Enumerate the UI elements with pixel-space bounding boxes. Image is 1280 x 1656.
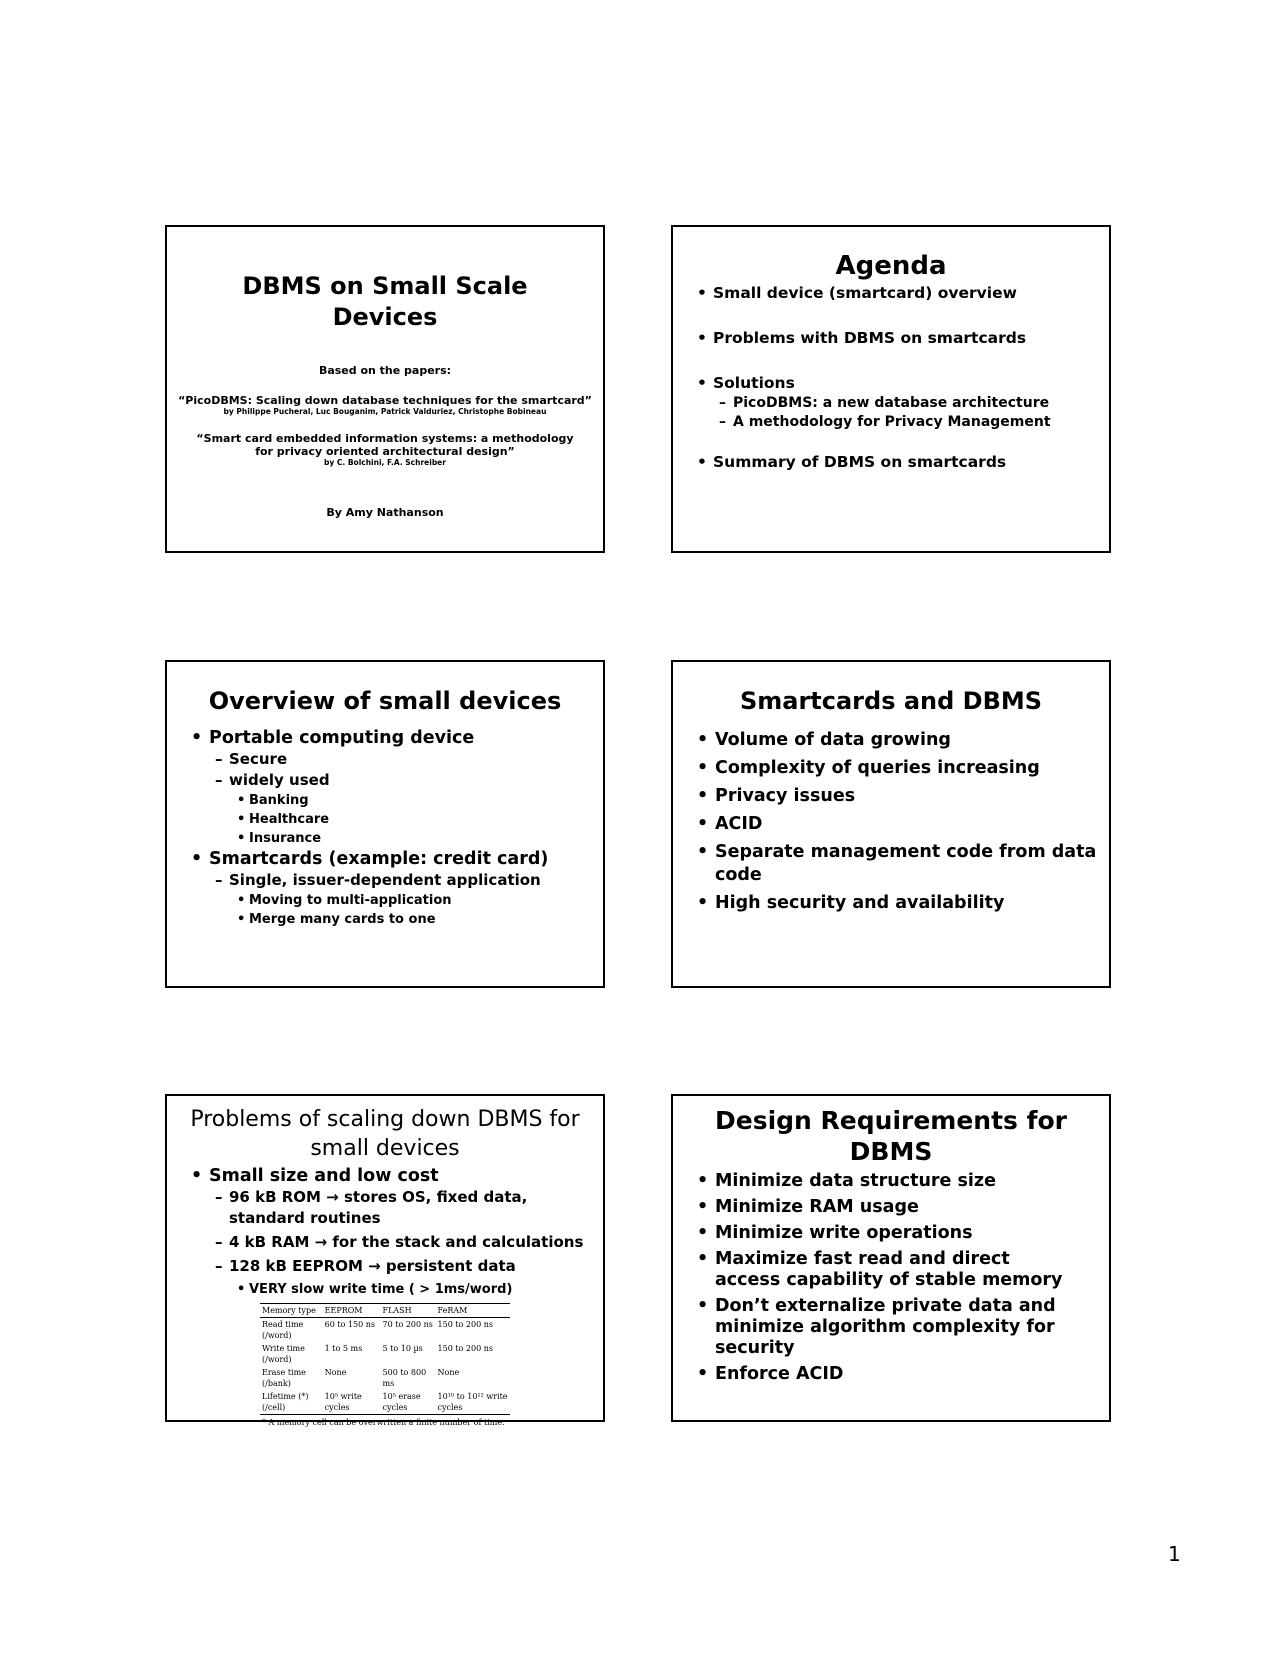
table-cell: None [324, 1368, 347, 1377]
table-cell: 150 to 200 ns [437, 1320, 493, 1329]
list-subitem: – A methodology for Privacy Management [673, 413, 1109, 432]
paper1-authors: by Philippe Pucheral, Luc Bouganim, Patrick Valduriez, Christophe Bobineau [223, 407, 547, 416]
table-cell: 10⁵ erase cycles [381, 1390, 436, 1415]
table-cell: 150 to 200 ns [437, 1344, 493, 1353]
bullet-list [673, 729, 1109, 915]
list-subsubitem: • Insurance [167, 829, 603, 848]
table-header-cell: EEPROM [323, 1304, 381, 1318]
list-item: • Minimize write operations [673, 1223, 1109, 1244]
list-item: • Maximize fast read and direct access capability of stable memory [673, 1249, 1109, 1291]
list-subitem: – 4 kB RAM → for the stack and calculations [167, 1232, 603, 1253]
list-item: • Privacy issues [673, 785, 1109, 808]
slide-agenda [671, 225, 1111, 553]
list-subitem: – Secure [167, 749, 603, 770]
paper2-authors: by C. Bolchini, F.A. Schreiber [324, 458, 446, 467]
list-item: • Separate management code from data code [673, 841, 1109, 887]
table-cell: 70 to 200 ns [382, 1320, 433, 1329]
list-item: • Small size and low cost [167, 1165, 603, 1187]
table-cell: 1 to 5 ms [324, 1344, 363, 1353]
table-cell: 60 to 150 ns [324, 1320, 376, 1329]
bullet-list [673, 1171, 1109, 1385]
table-cell: Write time (/word) [262, 1344, 305, 1364]
presenter-name: By Amy Nathanson [326, 506, 444, 519]
table-cell: 10⁵ write cycles [323, 1390, 381, 1415]
table-cell: None [437, 1368, 460, 1377]
list-item: • Minimize data structure size [673, 1171, 1109, 1192]
list-item: • Portable computing device [167, 727, 603, 749]
table-row [260, 1366, 510, 1390]
table-cell: Read time (/word) [262, 1320, 304, 1340]
agenda-list [673, 282, 1109, 473]
slide-heading: Overview of small devices [208, 687, 562, 715]
list-item: • Solutions [673, 372, 1109, 394]
slide-title-heading: DBMS on Small Scale Devices [242, 272, 528, 331]
table-header-row [260, 1304, 510, 1318]
table-cell: 500 to 800 ms [382, 1368, 427, 1388]
page-number: 1 [1168, 1542, 1181, 1566]
list-item: • Problems with DBMS on smartcards [673, 327, 1109, 349]
slide-design-requirements [671, 1094, 1111, 1422]
slide-scaling-problems [165, 1094, 605, 1427]
list-item: • Complexity of queries increasing [673, 757, 1109, 780]
bullet-list [167, 1165, 603, 1299]
paper1-title: “PicoDBMS: Scaling down database techniques for the smartcard” [178, 394, 592, 407]
table-cell: Lifetime (*) (/cell) [260, 1390, 323, 1415]
list-subsubitem: • Healthcare [167, 810, 603, 829]
table-cell: Erase time (/bank) [262, 1368, 306, 1388]
slide-heading: Design Requirements for DBMS [714, 1106, 1068, 1166]
list-subsubitem: • Moving to multi-application [167, 891, 603, 910]
list-item: • Summary of DBMS on smartcards [673, 451, 1109, 473]
list-subitem: – 96 kB ROM → stores OS, fixed data, standard routines [167, 1187, 603, 1229]
list-subsubitem: • Merge many cards to one [167, 910, 603, 929]
list-subsubitem: • VERY slow write time ( > 1ms/word) [167, 1280, 603, 1299]
table-header-cell: Memory type [260, 1304, 323, 1318]
table-footnote: * A memory cell can be overwritten a finite number of time. [262, 1418, 505, 1427]
list-item: • ACID [673, 813, 1109, 836]
list-subitem: – 128 kB EEPROM → persistent data [167, 1256, 603, 1277]
list-item: • Minimize RAM usage [673, 1197, 1109, 1218]
slide-smartcards-dbms [671, 660, 1111, 988]
list-item: • Volume of data growing [673, 729, 1109, 752]
list-item: • Small device (smartcard) overview [673, 282, 1109, 304]
paper2-title: “Smart card embedded information systems: a methodology for privacy oriented architectural design” [196, 432, 574, 458]
list-item: • Enforce ACID [673, 1364, 1109, 1385]
memory-comparison-table [260, 1303, 510, 1415]
table-cell: 10¹⁰ to 10¹² write cycles [436, 1390, 510, 1415]
list-subsubitem: • Banking [167, 791, 603, 810]
list-item: • Don’t externalize private data and minimize algorithm complexity for security [673, 1296, 1109, 1359]
slide-overview [165, 660, 605, 988]
bullet-list [167, 727, 603, 929]
list-item: • Smartcards (example: credit card) [167, 848, 603, 870]
table-row [260, 1318, 510, 1343]
list-subitem: – PicoDBMS: a new database architecture [673, 394, 1109, 413]
table-header-cell: FLASH [381, 1304, 436, 1318]
based-on-label: Based on the papers: [318, 364, 452, 377]
list-subitem: – Single, issuer-dependent application [167, 870, 603, 891]
table-row [260, 1390, 510, 1415]
slide-title [165, 225, 605, 553]
slide-heading: Problems of scaling down DBMS for small devices [190, 1107, 580, 1161]
list-subitem: – widely used [167, 770, 603, 791]
table-header-cell: FeRAM [436, 1304, 510, 1318]
list-item: • High security and availability [673, 892, 1109, 915]
slide-heading: Agenda [835, 251, 947, 281]
slide-heading: Smartcards and DBMS [739, 687, 1043, 715]
table-cell: 5 to 10 µs [382, 1344, 423, 1353]
table-row [260, 1342, 510, 1366]
